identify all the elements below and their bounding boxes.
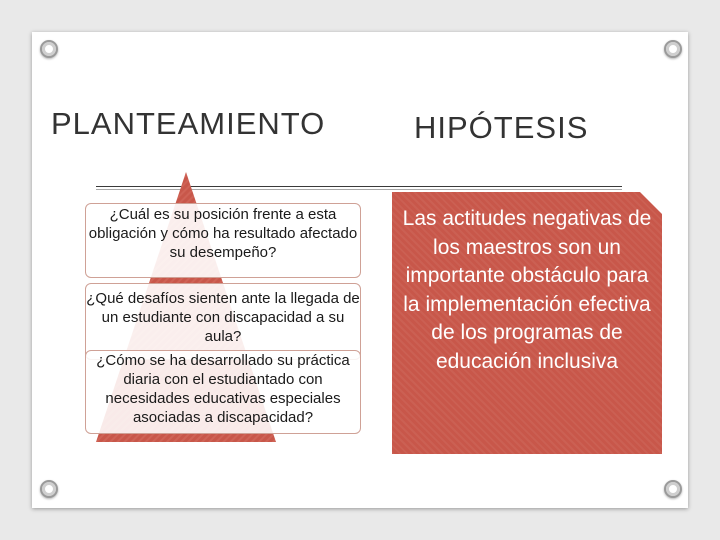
hypothesis-box xyxy=(392,192,662,454)
hypothesis-text: Las actitudes negativas de los maestros son un importante obstáculo para la implementación efectiva de los programas de educación inclusiva xyxy=(402,207,652,373)
pushpin-icon xyxy=(40,40,58,58)
pushpin-icon xyxy=(664,480,682,498)
question-box xyxy=(85,350,361,434)
left-heading: PLANTEAMIENTO xyxy=(51,106,326,141)
question-box xyxy=(85,283,361,360)
question-text: ¿Cómo se ha desarrollado su práctica diaria con el estudiantado con necesidades educativas especiales asociadas a discapacidad? xyxy=(96,352,350,426)
pushpin-icon xyxy=(40,480,58,498)
question-text: ¿Cuál es su posición frente a esta obligación y cómo ha resultado afectado su desempeño? xyxy=(88,206,358,261)
question-text: ¿Qué desafíos sienten ante la llegada de un estudiante con discapacidad a su aula? xyxy=(86,290,360,345)
pushpin-icon xyxy=(664,40,682,58)
right-heading: HIPÓTESIS xyxy=(414,110,589,145)
question-box xyxy=(85,203,361,278)
